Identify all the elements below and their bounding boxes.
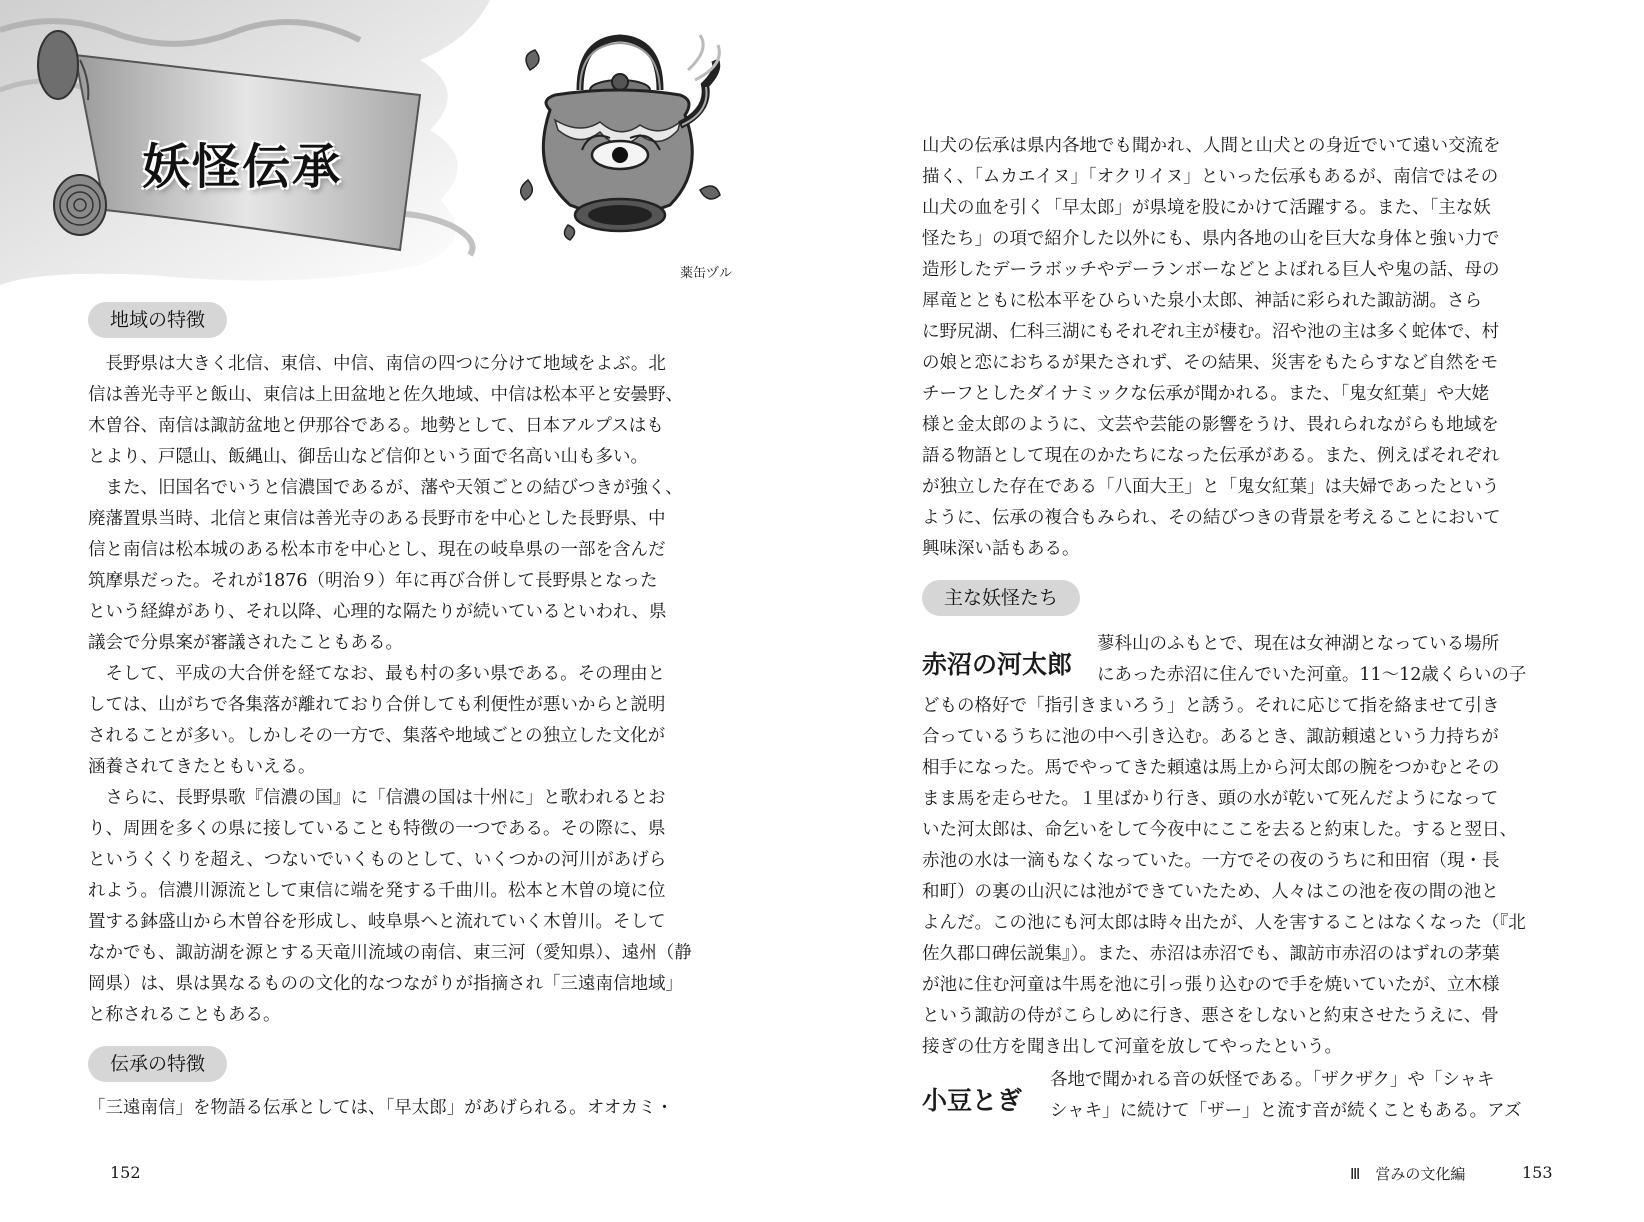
text-line: 合っているうちに池の中へ引き込む。あるとき、諏訪頼遠という力持ちが — [922, 727, 1499, 747]
text-line: いた河太郎は、命乞いをして今夜中にここを去ると約束した。すると翌日、 — [922, 820, 1517, 840]
text-line: 描く、「ムカエイヌ」「オクリイヌ」といった伝承もあるが、南信ではその — [922, 167, 1499, 187]
text-line: が池に住む河童は牛馬を池に引っ張り込むので手を焼いていたが、立木様 — [922, 975, 1500, 995]
text-line: 廃藩置県当時、北信と東信は善光寺のある長野市を中心とした長野県、中 — [88, 509, 666, 529]
text-line: シャキ」に続けて「ザー」と流す音が続くこともある。アズ — [1050, 1101, 1522, 1121]
text-line: にあった赤沼に住んでいた河童。11～12歳くらいの子 — [1097, 665, 1527, 685]
text-line: 山犬の伝承は県内各地でも聞かれ、人間と山犬との身近でいて遠い交流を — [922, 136, 1501, 156]
right-page — [822, 0, 1644, 1222]
text-line: されることが多い。しかしその一方で、集落や地域ごとの独立した文化が — [88, 726, 666, 746]
text-line: 怪たち」の項で紹介した以外にも、県内各地の山を巨大な身体と強い力で — [922, 229, 1500, 249]
text-line: 語る物語として現在のかたちになった伝承がある。また、例えばそれぞれ — [922, 446, 1500, 466]
entry-body-akanuma — [922, 691, 1570, 1063]
text-line: と称されることもある。 — [88, 1005, 281, 1025]
section-body-region — [88, 349, 736, 1031]
text-line: しては、山がちで各集落が離れており合併しても利便性が悪いからと説明 — [88, 695, 666, 715]
page-number-right: 153 — [1522, 1163, 1553, 1182]
section-heading-region: 地域の特徴 — [88, 302, 227, 338]
chapter-title: 妖怪伝承 — [142, 139, 343, 195]
text-line: 様と金太郎のように、文芸や芸能の影響をうけ、畏れられながらも地域を — [922, 415, 1499, 435]
text-line: どもの格好で「指引きまいろう」と誘う。それに応じて指を絡ませて引き — [922, 696, 1500, 716]
text-line: の娘と恋におちるが果たされず、その結果、災害をもたらすなど自然をモ — [922, 353, 1499, 373]
text-line: が独立した存在である「八面大王」と「鬼女紅葉」は夫婦であったという — [922, 477, 1500, 497]
text-line: れよう。信濃川源流として東信に端を発する千曲川。松本と木曽の境に位 — [88, 881, 666, 901]
text-line: 山犬の血を引く「早太郎」が県境を股にかけて活躍する。また、「主な妖 — [922, 198, 1491, 218]
text-line: 赤池の水は一滴もなくなっていた。一方でその夜のうちに和田宿（現・長 — [922, 851, 1500, 871]
text-line: というくくりを超え、つないでいくものとして、いくつかの河川があげら — [88, 850, 667, 870]
running-head: Ⅲ 営みの文化編 — [1350, 1165, 1466, 1183]
text-line: 佐久郡口碑伝説集』）。また、赤沼は赤沼でも、諏訪市赤沼のはずれの茅葉 — [922, 944, 1500, 964]
text-line: 涵養されてきたともいえる。 — [88, 757, 316, 777]
text-line: よんだ。この池にも河太郎は時々出たが、人を害することはなくなった（『北 — [922, 913, 1526, 933]
illustration-caption: 薬缶ヅル — [680, 266, 733, 281]
section-heading-yokai: 主な妖怪たち — [922, 580, 1080, 616]
text-line: 和町）の裏の山沢には池ができていたため、人々はこの池を夜の間の池と — [922, 882, 1499, 902]
text-line: また、旧国名でいうと信濃国であるが、藩や天領ごとの結びつきが強く、 — [88, 478, 683, 498]
text-line: とより、戸隠山、飯縄山、御岳山など信仰という面で名高い山も多い。 — [88, 447, 648, 467]
text-line: 岡県）は、県は異なるものの文化的なつながりが指摘され「三遠南信地域」 — [88, 974, 683, 994]
text-line: という経緯があり、それ以降、心理的な隔たりが続いているといわれ、県 — [88, 602, 667, 622]
text-line: 信と南信は松本城のある松本市を中心とし、現在の岐阜県の一部を含んだ — [88, 540, 666, 560]
section-body-legend — [88, 1093, 736, 1124]
text-line: 筑摩県だった。それが1876（明治９）年に再び合併して長野県となった — [88, 571, 658, 591]
text-line: 相手になった。馬でやってきた頼遠は馬上から河太郎の腕をつかむとその — [922, 758, 1500, 778]
text-line: 興味深い話もある。 — [922, 539, 1080, 559]
text-line: に野尻湖、仁科三湖にもそれぞれ主が棲む。沼や池の主は多く蛇体で、村 — [922, 322, 1500, 342]
page-number-left: 152 — [110, 1163, 141, 1182]
text-line: 「三遠南信」を物語る伝承としては、「早太郎」があげられる。オオカミ・ — [88, 1098, 674, 1118]
text-line: 蓼科山のふもとで、現在は女神湖となっている場所 — [1097, 634, 1500, 654]
yakan-zuru-kettle-illustration — [510, 30, 730, 260]
entry-body-akanuma-indented — [1097, 629, 1569, 691]
text-line: そして、平成の大合併を経てなお、最も村の多い県である。その理由と — [88, 664, 666, 684]
entry-title-azuki: 小豆とぎ — [922, 1086, 1023, 1115]
text-line: という諏訪の侍がこらしめに行き、悪さをしないと約束させたうえに、骨 — [922, 1006, 1499, 1026]
entry-body-azuki — [1050, 1065, 1570, 1127]
text-line: 木曽谷、南信は諏訪盆地と伊那谷である。地勢として、日本アルプスはも — [88, 416, 664, 436]
section-heading-legend: 伝承の特徴 — [88, 1046, 227, 1082]
text-line: チーフとしたダイナミックな伝承が聞かれる。また、「鬼女紅葉」や大姥 — [922, 384, 1490, 404]
text-line: 議会で分県案が審議されたこともある。 — [88, 633, 403, 653]
text-line: ように、伝承の複合もみられ、その結びつきの背景を考えることにおいて — [922, 508, 1501, 528]
text-line: 造形したデーラボッチやデーランボーなどとよばれる巨人や鬼の話、母の — [922, 260, 1500, 280]
text-line: 信は善光寺平と飯山、東信は上田盆地と佐久地域、中信は松本平と安曇野、 — [88, 385, 683, 405]
entry-title-akanuma: 赤沼の河太郎 — [922, 650, 1073, 679]
text-line: まま馬を走らせた。１里ばかり行き、頭の水が乾いて死んだようになって — [922, 789, 1499, 809]
legend-continued-body — [922, 131, 1570, 565]
text-line: 接ぎの仕方を聞き出して河童を放してやったという。 — [922, 1037, 1342, 1057]
text-line: 犀竜とともに松本平をひらいた泉小太郎、神話に彩られた諏訪湖。さら — [922, 291, 1482, 311]
text-line: り、周囲を多くの県に接していることも特徴の一つである。その際に、県 — [88, 819, 666, 839]
text-line: 置する鉢盛山から木曽谷を形成し、岐阜県へと流れていく木曽川。そして — [88, 912, 666, 932]
text-line: なかでも、諏訪湖を源とする天竜川流域の南信、東三河（愛知県）、遠州（静 — [88, 943, 692, 963]
text-line: さらに、長野県歌『信濃の国』に「信濃の国は十州に」と歌われるとお — [88, 788, 666, 808]
text-line: 長野県は大きく北信、東信、中信、南信の四つに分けて地域をよぶ。北 — [88, 354, 666, 374]
text-line: 各地で聞かれる音の妖怪である。「ザクザク」や「シャキ — [1050, 1070, 1495, 1090]
